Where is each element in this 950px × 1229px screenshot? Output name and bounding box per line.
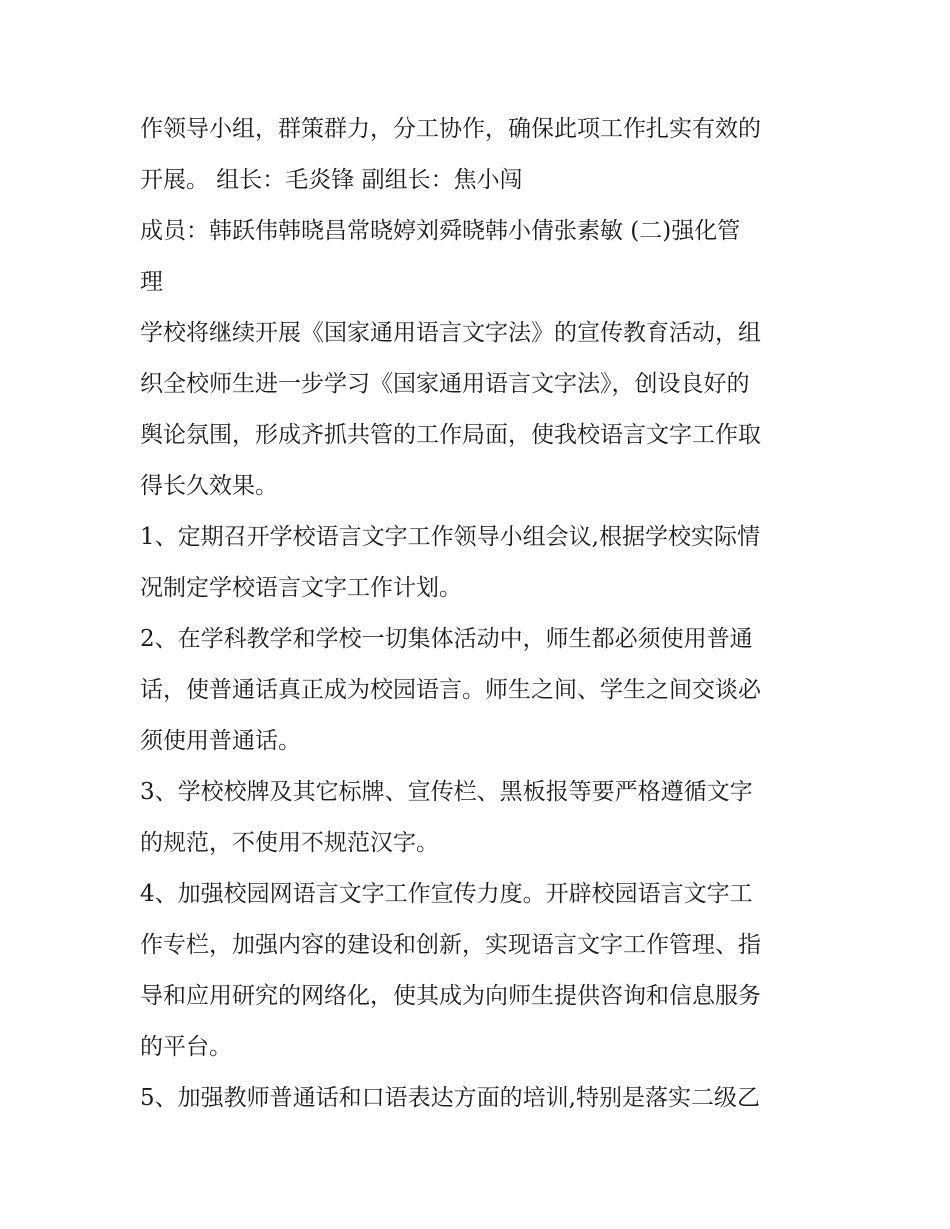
text-line: 成员：韩跃伟韩晓昌常晓婷刘舜晓韩小倩张素敏 (二)强化管 bbox=[140, 218, 741, 244]
text-line: 5、加强教师普通话和口语表达方面的培训,特别是落实二级乙 bbox=[140, 1085, 760, 1111]
text-line: 1、定期召开学校语言文字工作领导小组会议,根据学校实际情 bbox=[140, 524, 760, 550]
text-line: 的平台。 bbox=[140, 1034, 232, 1060]
text-line: 作领导小组，群策群力，分工协作，确保此项工作扎实有效的 bbox=[140, 116, 761, 142]
text-line: 须使用普通话。 bbox=[140, 728, 301, 754]
text-line: 作专栏，加强内容的建设和创新，实现语言文字工作管理、指 bbox=[140, 932, 761, 958]
document-body bbox=[140, 104, 820, 1124]
text-line: 况制定学校语言文字工作计划。 bbox=[140, 575, 462, 601]
text-line: 理 bbox=[140, 269, 163, 295]
text-line: 导和应用研究的网络化，使其成为向师生提供咨询和信息服务 bbox=[140, 983, 761, 1009]
text-line: 的规范，不使用不规范汉字。 bbox=[140, 830, 439, 856]
text-line: 得长久效果。 bbox=[140, 473, 278, 499]
text-line: 舆论氛围，形成齐抓共管的工作局面，使我校语言文字工作取 bbox=[140, 422, 761, 448]
text-line: 3、学校校牌及其它标牌、宣传栏、黑板报等要严格遵循文字 bbox=[140, 779, 753, 805]
text-line: 织全校师生进一步学习《国家通用语言文字法》，创设良好的 bbox=[140, 371, 750, 397]
text-line: 学校将继续开展《国家通用语言文字法》的宣传教育活动，组 bbox=[140, 320, 761, 346]
text-line: 4、加强校园网语言文字工作宣传力度。开辟校园语言文字工 bbox=[140, 881, 753, 907]
text-line: 2、在学科教学和学校一切集体活动中，师生都必须使用普通 bbox=[140, 626, 753, 652]
text-line: 开展。 组长：毛炎锋 副组长：焦小闯 bbox=[140, 167, 523, 193]
text-line: 话，使普通话真正成为校园语言。师生之间、学生之间交谈必 bbox=[140, 677, 761, 703]
